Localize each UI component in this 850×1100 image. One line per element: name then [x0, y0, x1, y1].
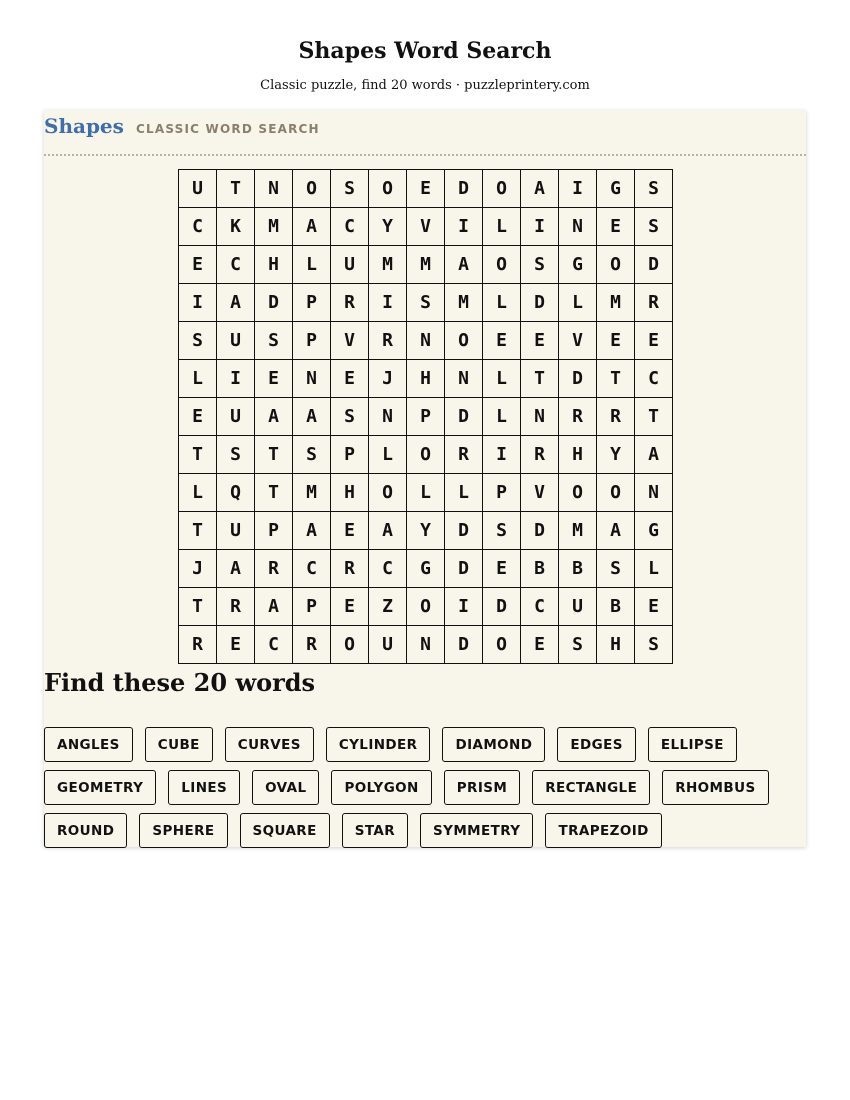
- grid-cell[interactable]: E: [179, 246, 217, 284]
- grid-cell[interactable]: D: [445, 170, 483, 208]
- grid-cell[interactable]: H: [597, 626, 635, 664]
- grid-cell[interactable]: A: [255, 588, 293, 626]
- grid-cell[interactable]: B: [521, 550, 559, 588]
- grid-cell[interactable]: U: [217, 398, 255, 436]
- card-title: Shapes: [44, 114, 124, 138]
- grid-cell[interactable]: R: [331, 284, 369, 322]
- grid-cell[interactable]: G: [407, 550, 445, 588]
- grid-cell[interactable]: S: [255, 322, 293, 360]
- word-chip[interactable]: RECTANGLE: [532, 770, 650, 805]
- grid-cell[interactable]: T: [179, 436, 217, 474]
- grid-cell[interactable]: P: [483, 474, 521, 512]
- grid-cell[interactable]: C: [331, 208, 369, 246]
- grid-cell[interactable]: R: [369, 322, 407, 360]
- grid-cell[interactable]: E: [407, 170, 445, 208]
- grid-cell[interactable]: R: [255, 550, 293, 588]
- grid-cell[interactable]: B: [559, 550, 597, 588]
- grid-cell[interactable]: O: [559, 474, 597, 512]
- grid-cell[interactable]: R: [179, 626, 217, 664]
- grid-cell[interactable]: S: [635, 170, 673, 208]
- grid-cell[interactable]: L: [179, 474, 217, 512]
- grid-cell[interactable]: D: [255, 284, 293, 322]
- grid-cell[interactable]: C: [217, 246, 255, 284]
- grid-cell[interactable]: A: [445, 246, 483, 284]
- grid-cell[interactable]: I: [559, 170, 597, 208]
- grid-cell[interactable]: O: [407, 436, 445, 474]
- grid-cell[interactable]: L: [179, 360, 217, 398]
- grid-cell[interactable]: S: [597, 550, 635, 588]
- grid-cell[interactable]: Q: [217, 474, 255, 512]
- grid-cell[interactable]: O: [293, 170, 331, 208]
- grid-cell[interactable]: M: [255, 208, 293, 246]
- word-chip[interactable]: CUBE: [145, 727, 213, 762]
- grid-cell[interactable]: R: [635, 284, 673, 322]
- word-chip[interactable]: EDGES: [557, 727, 635, 762]
- grid-cell[interactable]: L: [293, 246, 331, 284]
- word-chip[interactable]: TRAPEZOID: [545, 813, 661, 848]
- grid-cell[interactable]: S: [521, 246, 559, 284]
- grid-cell[interactable]: I: [369, 284, 407, 322]
- grid-cell[interactable]: O: [483, 170, 521, 208]
- grid-cell[interactable]: N: [293, 360, 331, 398]
- grid-cell[interactable]: L: [559, 284, 597, 322]
- grid-cell[interactable]: C: [369, 550, 407, 588]
- grid-cell[interactable]: E: [635, 588, 673, 626]
- puzzle-card: [44, 110, 806, 847]
- grid-cell[interactable]: C: [179, 208, 217, 246]
- grid-cell[interactable]: A: [369, 512, 407, 550]
- grid-cell[interactable]: V: [559, 322, 597, 360]
- word-chip[interactable]: GEOMETRY: [44, 770, 156, 805]
- grid-cell[interactable]: N: [407, 322, 445, 360]
- word-chip[interactable]: ANGLES: [44, 727, 133, 762]
- grid-cell[interactable]: D: [521, 284, 559, 322]
- grid-cell[interactable]: D: [445, 626, 483, 664]
- grid-cell[interactable]: E: [483, 550, 521, 588]
- word-chip[interactable]: PRISM: [444, 770, 520, 805]
- grid-cell[interactable]: P: [293, 322, 331, 360]
- word-chip[interactable]: SPHERE: [139, 813, 227, 848]
- word-chip[interactable]: LINES: [168, 770, 240, 805]
- grid-cell[interactable]: E: [597, 208, 635, 246]
- word-chip[interactable]: DIAMOND: [442, 727, 545, 762]
- grid-cell[interactable]: E: [635, 322, 673, 360]
- grid-cell[interactable]: R: [597, 398, 635, 436]
- grid-cell[interactable]: A: [255, 398, 293, 436]
- grid-cell[interactable]: L: [407, 474, 445, 512]
- grid-cell[interactable]: M: [369, 246, 407, 284]
- grid-cell[interactable]: P: [407, 398, 445, 436]
- letter-grid[interactable]: [178, 169, 673, 664]
- grid-cell[interactable]: P: [255, 512, 293, 550]
- grid-cell[interactable]: N: [255, 170, 293, 208]
- grid-cell[interactable]: O: [597, 474, 635, 512]
- grid-cell[interactable]: N: [559, 208, 597, 246]
- grid-cell[interactable]: E: [217, 626, 255, 664]
- grid-cell[interactable]: C: [521, 588, 559, 626]
- grid-cell[interactable]: S: [293, 436, 331, 474]
- word-bank-heading: Find these 20 words: [44, 668, 316, 697]
- grid-cell[interactable]: D: [559, 360, 597, 398]
- grid-cell[interactable]: T: [597, 360, 635, 398]
- grid-cell[interactable]: A: [293, 208, 331, 246]
- grid-cell[interactable]: M: [559, 512, 597, 550]
- grid-cell[interactable]: O: [369, 474, 407, 512]
- grid-cell[interactable]: L: [635, 550, 673, 588]
- grid-cell[interactable]: A: [521, 170, 559, 208]
- word-chip[interactable]: CURVES: [225, 727, 314, 762]
- page-subtitle: Classic puzzle, find 20 words · puzzleprintery.com: [260, 78, 590, 93]
- grid-cell[interactable]: D: [483, 588, 521, 626]
- grid-cell[interactable]: H: [559, 436, 597, 474]
- grid-cell[interactable]: E: [331, 360, 369, 398]
- grid-cell[interactable]: S: [217, 436, 255, 474]
- grid-cell[interactable]: A: [597, 512, 635, 550]
- grid-cell[interactable]: Y: [597, 436, 635, 474]
- grid-cell[interactable]: L: [483, 208, 521, 246]
- grid-cell[interactable]: D: [521, 512, 559, 550]
- grid-cell[interactable]: N: [521, 398, 559, 436]
- grid-cell[interactable]: L: [483, 398, 521, 436]
- word-chip[interactable]: OVAL: [252, 770, 319, 805]
- word-chip[interactable]: SYMMETRY: [420, 813, 533, 848]
- grid-cell[interactable]: E: [597, 322, 635, 360]
- grid-cell[interactable]: I: [179, 284, 217, 322]
- grid-cell[interactable]: T: [179, 512, 217, 550]
- grid-cell[interactable]: R: [445, 436, 483, 474]
- word-chip[interactable]: RHOMBUS: [662, 770, 768, 805]
- grid-cell[interactable]: N: [407, 626, 445, 664]
- grid-cell[interactable]: C: [635, 360, 673, 398]
- grid-cell[interactable]: S: [331, 398, 369, 436]
- grid-cell[interactable]: J: [369, 360, 407, 398]
- grid-cell[interactable]: L: [483, 284, 521, 322]
- grid-cell[interactable]: S: [635, 626, 673, 664]
- grid-cell[interactable]: C: [293, 550, 331, 588]
- grid-cell[interactable]: J: [179, 550, 217, 588]
- grid-cell[interactable]: O: [369, 170, 407, 208]
- grid-cell[interactable]: O: [483, 626, 521, 664]
- grid-cell[interactable]: P: [331, 436, 369, 474]
- grid-cell[interactable]: D: [445, 512, 483, 550]
- grid-cell[interactable]: U: [331, 246, 369, 284]
- grid-cell[interactable]: N: [635, 474, 673, 512]
- grid-cell[interactable]: V: [521, 474, 559, 512]
- grid-cell[interactable]: O: [597, 246, 635, 284]
- grid-cell[interactable]: H: [331, 474, 369, 512]
- grid-cell[interactable]: H: [255, 246, 293, 284]
- grid-cell[interactable]: L: [483, 360, 521, 398]
- grid-cell[interactable]: U: [179, 170, 217, 208]
- grid-cell[interactable]: V: [331, 322, 369, 360]
- grid-cell[interactable]: R: [331, 550, 369, 588]
- card-kicker: CLASSIC WORD SEARCH: [136, 122, 320, 136]
- grid-cell[interactable]: U: [369, 626, 407, 664]
- grid-cell[interactable]: M: [407, 246, 445, 284]
- word-chip[interactable]: STAR: [342, 813, 408, 848]
- grid-cell[interactable]: E: [483, 322, 521, 360]
- grid-cell[interactable]: M: [445, 284, 483, 322]
- grid-cell[interactable]: T: [179, 588, 217, 626]
- grid-cell[interactable]: R: [293, 626, 331, 664]
- word-chip[interactable]: POLYGON: [331, 770, 431, 805]
- grid-cell[interactable]: P: [293, 588, 331, 626]
- grid-cell[interactable]: V: [407, 208, 445, 246]
- grid-cell[interactable]: D: [635, 246, 673, 284]
- grid-cell[interactable]: Y: [407, 512, 445, 550]
- grid-cell[interactable]: E: [331, 588, 369, 626]
- grid-cell[interactable]: G: [635, 512, 673, 550]
- grid-cell[interactable]: E: [521, 626, 559, 664]
- grid-cell[interactable]: L: [369, 436, 407, 474]
- grid-cell[interactable]: K: [217, 208, 255, 246]
- grid-cell[interactable]: P: [293, 284, 331, 322]
- grid-cell[interactable]: T: [217, 170, 255, 208]
- word-chip[interactable]: ROUND: [44, 813, 127, 848]
- grid-cell[interactable]: A: [635, 436, 673, 474]
- grid-cell[interactable]: O: [407, 588, 445, 626]
- grid-cell[interactable]: D: [445, 550, 483, 588]
- card-header: [44, 110, 806, 156]
- grid-cell[interactable]: U: [217, 322, 255, 360]
- grid-cell[interactable]: C: [255, 626, 293, 664]
- grid-cell[interactable]: S: [331, 170, 369, 208]
- grid-cell[interactable]: T: [635, 398, 673, 436]
- grid-cell[interactable]: S: [635, 208, 673, 246]
- grid-cell[interactable]: O: [331, 626, 369, 664]
- word-bank: [44, 727, 784, 848]
- grid-cell[interactable]: O: [445, 322, 483, 360]
- grid-cell[interactable]: I: [445, 208, 483, 246]
- grid-cell[interactable]: T: [255, 474, 293, 512]
- grid-cell[interactable]: D: [445, 398, 483, 436]
- grid-cell[interactable]: R: [217, 588, 255, 626]
- grid-cell[interactable]: S: [179, 322, 217, 360]
- grid-cell[interactable]: L: [445, 474, 483, 512]
- page-title: Shapes Word Search: [298, 38, 552, 64]
- grid-cell[interactable]: E: [521, 322, 559, 360]
- grid-cell[interactable]: E: [179, 398, 217, 436]
- grid-cell[interactable]: I: [521, 208, 559, 246]
- grid-cell[interactable]: G: [597, 170, 635, 208]
- grid-cell[interactable]: R: [521, 436, 559, 474]
- grid-cell[interactable]: M: [293, 474, 331, 512]
- grid-cell[interactable]: I: [217, 360, 255, 398]
- grid-cell[interactable]: B: [597, 588, 635, 626]
- grid-cell[interactable]: N: [445, 360, 483, 398]
- grid-cell[interactable]: N: [369, 398, 407, 436]
- word-chip[interactable]: CYLINDER: [326, 727, 431, 762]
- grid-cell[interactable]: S: [559, 626, 597, 664]
- grid-cell[interactable]: T: [255, 436, 293, 474]
- grid-cell[interactable]: R: [559, 398, 597, 436]
- grid-cell[interactable]: Y: [369, 208, 407, 246]
- grid-cell[interactable]: G: [559, 246, 597, 284]
- grid-cell[interactable]: S: [483, 512, 521, 550]
- grid-cell[interactable]: E: [255, 360, 293, 398]
- grid-cell[interactable]: A: [217, 284, 255, 322]
- grid-cell[interactable]: O: [483, 246, 521, 284]
- grid-cell[interactable]: S: [407, 284, 445, 322]
- grid-cell[interactable]: T: [521, 360, 559, 398]
- word-chip[interactable]: ELLIPSE: [648, 727, 737, 762]
- grid-cell[interactable]: H: [407, 360, 445, 398]
- grid-cell[interactable]: U: [217, 512, 255, 550]
- grid-cell[interactable]: Z: [369, 588, 407, 626]
- grid-cell[interactable]: A: [293, 512, 331, 550]
- grid-cell[interactable]: I: [445, 588, 483, 626]
- grid-cell[interactable]: I: [483, 436, 521, 474]
- grid-cell[interactable]: A: [293, 398, 331, 436]
- grid-cell[interactable]: U: [559, 588, 597, 626]
- grid-cell[interactable]: E: [331, 512, 369, 550]
- word-chip[interactable]: SQUARE: [240, 813, 330, 848]
- grid-cell[interactable]: A: [217, 550, 255, 588]
- grid-cell[interactable]: M: [597, 284, 635, 322]
